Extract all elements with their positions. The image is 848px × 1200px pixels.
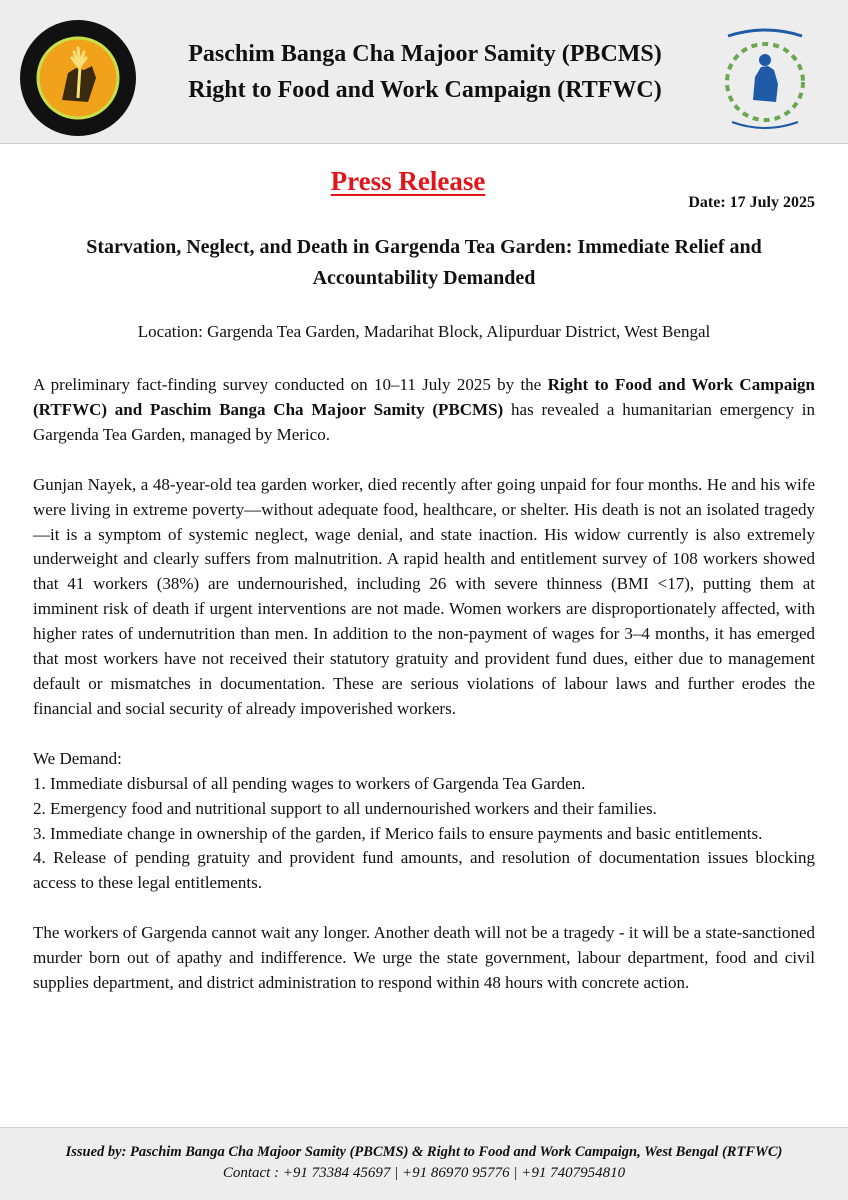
demand-item: 3. Immediate change in ownership of the garden, if Merico fails to ensure payments and basic entitlements.: [33, 823, 763, 843]
letterhead: [0, 0, 848, 144]
paragraph-survey-end: has revealed a humanitarian emergency in Gargenda Tea Garden, managed by Merico.: [33, 399, 815, 444]
headline: Starvation, Neglect, and Death in Gargenda Tea Garden: Immediate Relief and Accountability Demanded: [86, 236, 762, 289]
release-date: Date: 17 July 2025: [688, 194, 815, 211]
press-release-heading: Press Release: [330, 166, 486, 196]
press-release-body: [33, 373, 815, 1021]
location-line: Location: Gargenda Tea Garden, Madarihat Block, Alipurduar District, West Bengal: [137, 322, 711, 341]
demand-item: 1. Immediate disbursal of all pending wages to workers of Gargenda Tea Garden.: [33, 773, 586, 793]
demands-heading: We Demand:: [33, 748, 122, 768]
organizations-bold: Right to Food and Work Campaign (RTFWC) and Paschim Banga Cha Majoor Samity (PBCMS): [33, 375, 816, 419]
demands-section: [33, 747, 815, 896]
demand-item: 4. Release of pending gratuity and provident fund amounts, and resolution of documentation issues blocking access to these legal entitlements.: [33, 848, 815, 893]
contact-numbers: Contact : +91 73384 45697 | +91 86970 95776 | +91 7407954810: [222, 1165, 626, 1181]
organization-title: [150, 36, 700, 108]
pbcms-logo: [708, 22, 823, 137]
paragraph-conclusion: The workers of Gargenda cannot wait any longer. Another death will not be a tragedy - it will be a state-sanctioned murder born out of apathy and indifference. We urge the state government, labour department, food and civil supplies department, and district administration to respond within 48 hours with concrete action.: [33, 923, 815, 993]
footer: [0, 1127, 848, 1200]
paragraph-survey-start: A preliminary fact-finding survey conducted on 10–11 July 2025 by the: [33, 375, 548, 394]
issued-by: Issued by: Paschim Banga Cha Majoor Samity (PBCMS) & Right to Food and Work Campaign, West Bengal (RTFWC): [65, 1144, 783, 1160]
demand-item: 2. Emergency food and nutritional support to all undernourished workers and their families.: [33, 798, 657, 818]
title-line-rtfwc: Right to Food and Work Campaign (RTFWC): [188, 77, 662, 103]
paragraph-survey: [33, 373, 815, 448]
title-line-pbcms: Paschim Banga Cha Majoor Samity (PBCMS): [188, 41, 662, 67]
rtfwc-logo: [18, 18, 138, 138]
paragraph-findings: Gunjan Nayek, a 48-year-old tea garden worker, died recently after going unpaid for four months. He and his wife were living in extreme poverty—without adequate food, healthcare, or shelter. His death is not an isolated tragedy—it is a symptom of systemic neglect, wage denial, and state inaction. His widow currently is also extremely underweight and clearly suffers from malnutrition. A rapid health and entitlement survey of 108 workers showed that 41 workers (38%) are undernourished, including 26 with severe thinness (BMI <17), putting them at imminent risk of death if urgent interventions are not made. Women workers are disproportionately affected, with higher rates of undernutrition than men. In addition to the non-payment of wages for 3–4 months, it has emerged that most workers have not received their statutory gratuity and provident fund dues, either due to management default or mismatches in documentation. These are serious violations of labour laws and further erodes the financial and social security of already impoverished workers.: [33, 474, 815, 718]
